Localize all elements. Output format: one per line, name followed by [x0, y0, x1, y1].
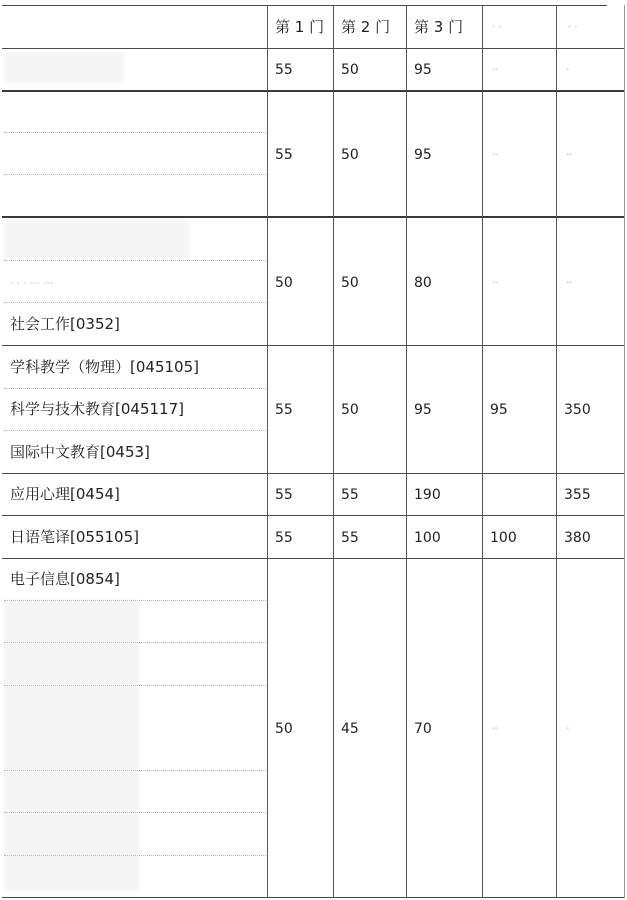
total-score-cell: 355: [564, 487, 591, 503]
column-rule: [624, 5, 625, 898]
column-rule: [406, 5, 407, 898]
sub-rule: [4, 388, 266, 389]
program-name: 国际中文教育[0453]: [10, 443, 150, 461]
score-cell: 95: [414, 402, 432, 418]
blurred-cell: ··: [492, 65, 499, 76]
program-name: 日语笔译[055105]: [10, 528, 139, 546]
score-cell: 95: [414, 147, 432, 163]
row-rule: [2, 48, 625, 49]
score-cell: 50: [275, 275, 293, 291]
column-rule: [333, 5, 334, 898]
column-rule: [556, 5, 557, 898]
sub-rule: [4, 685, 266, 686]
header-course-3: 第 3 门: [414, 18, 464, 36]
sub-rule: [4, 642, 266, 643]
sub-rule: [4, 430, 266, 431]
total-score-cell: 350: [564, 402, 591, 418]
row-rule: [2, 90, 625, 92]
blurred-cell: ··: [492, 724, 499, 735]
sub-rule: [4, 174, 266, 175]
score-cell: 55: [275, 62, 293, 78]
score-cell: 50: [341, 147, 359, 163]
row-rule: [2, 558, 625, 559]
total-score-cell: 380: [564, 530, 591, 546]
score-cell: 190: [414, 487, 441, 503]
score-cell: 55: [275, 530, 293, 546]
blurred-cell: ··: [566, 278, 573, 289]
sub-rule: [4, 132, 266, 133]
score-cell: 95: [414, 62, 432, 78]
program-name: 电子信息[0854]: [10, 570, 120, 588]
header-course-1: 第 1 门: [275, 18, 325, 36]
blurred-cell: ·: [566, 65, 570, 76]
sub-rule: [4, 770, 266, 771]
score-cell: 50: [341, 62, 359, 78]
row-rule: [2, 515, 625, 516]
row-rule: [2, 473, 625, 474]
sub-rule: [4, 600, 266, 601]
score-cell: 45: [341, 721, 359, 737]
header-blurred: · ·: [568, 22, 578, 33]
faded-area: [4, 600, 139, 890]
table-bottom-rule: [2, 897, 625, 898]
score-cell: 50: [275, 721, 293, 737]
score-cell: 55: [275, 147, 293, 163]
header-course-2: 第 2 门: [341, 18, 391, 36]
blurred-cell: ·: [566, 724, 570, 735]
column-rule: [482, 5, 483, 898]
sub-rule: [4, 855, 266, 856]
blurred-cell: ··: [492, 150, 499, 161]
score-cell: 70: [414, 721, 432, 737]
score-cell: 100: [490, 530, 517, 546]
table-top-rule: [2, 5, 607, 6]
score-cell: 95: [490, 402, 508, 418]
score-cell: 55: [275, 402, 293, 418]
sub-rule: [4, 812, 266, 813]
column-rule: [267, 5, 268, 898]
score-cell: 50: [341, 402, 359, 418]
faded-area: [4, 52, 124, 82]
score-cell: 55: [275, 487, 293, 503]
score-cell: 100: [414, 530, 441, 546]
score-cell: 50: [341, 275, 359, 291]
program-name: 应用心理[0454]: [10, 485, 120, 503]
blurred-cell: ··: [566, 150, 573, 161]
sub-rule: [4, 302, 266, 303]
score-cell: 80: [414, 275, 432, 291]
score-cell: 55: [341, 530, 359, 546]
sub-rule: [4, 260, 266, 261]
blurred-program: · · · ··· ···: [10, 279, 54, 289]
row-rule: [2, 345, 625, 346]
row-rule: [2, 216, 625, 218]
program-name: 社会工作[0352]: [10, 315, 120, 333]
faded-area: [4, 220, 189, 260]
program-name: 学科教学（物理）[045105]: [10, 358, 199, 376]
score-cell: 55: [341, 487, 359, 503]
program-name: 科学与技术教育[045117]: [10, 400, 184, 418]
header-blurred: · ·: [492, 22, 502, 33]
blurred-cell: ··: [492, 278, 499, 289]
